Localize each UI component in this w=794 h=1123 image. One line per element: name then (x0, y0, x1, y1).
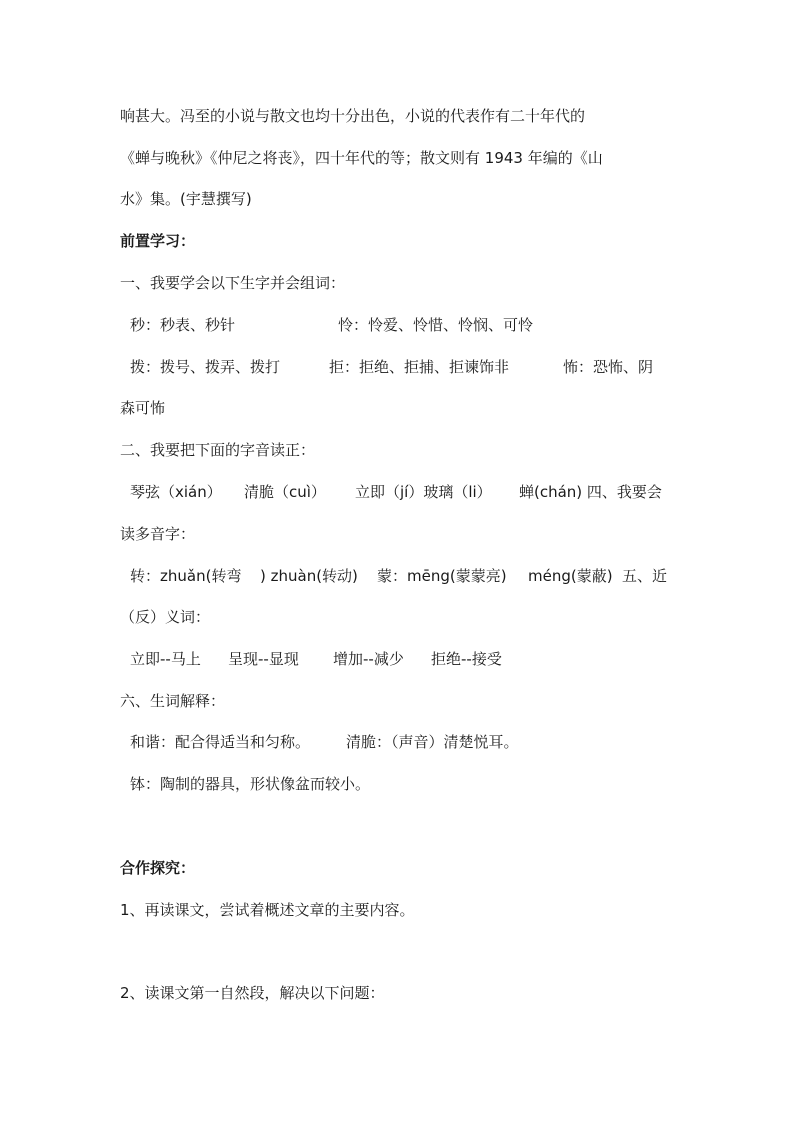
vocab-entry: 拨：拨号、拨弄、拨打 (130, 358, 281, 376)
section-heading-preview: 前置学习： (120, 232, 196, 250)
item-heading-definitions: 六、生词解释： (120, 692, 226, 710)
vocab-entry: 怖：恐怖、阴 (563, 358, 654, 376)
paragraph-line: 水》集。(宇慧撰写) (120, 190, 252, 208)
item-heading-pronunciation: 二、我要把下面的字音读正： (120, 441, 316, 459)
vocab-entry: 秒：秒表、秒针 (130, 316, 236, 334)
definition-entry: 钵：陶制的器具，形状像盆而较小。 (130, 775, 371, 793)
synonym-pair: 立即--马上 (130, 650, 201, 668)
pronunciation-entry: 立即（jí）玻璃（li） (355, 483, 492, 501)
vocab-entry: 拒：拒绝、拒捕、拒谏饰非 (329, 358, 510, 376)
question-item: 1、再读课文，尝试着概述文章的主要内容。 (120, 901, 415, 919)
paragraph-line: 《蝉与晚秋》《仲尼之将丧》，四十年代的等；散文则有 1943 年编的《山 (120, 149, 603, 167)
polyphone-entry: 蒙：mēng(蒙蒙亮) (377, 567, 507, 585)
vocab-entry-continued: 森可怖 (120, 399, 166, 417)
item-heading-synonyms-continued: （反）义词： (120, 608, 211, 626)
pronunciation-entry: 琴弦（xián） (130, 483, 222, 501)
pronunciation-entry: 清脆（cuì） (244, 483, 326, 501)
synonym-pair: 呈现--显现 (228, 650, 299, 668)
definition-entry: 和谐：配合得适当和匀称。 (130, 733, 311, 751)
polyphone-entry: 转：zhuǎn(转弯 (130, 567, 242, 585)
polyphone-entry: ) zhuàn(转动) (260, 567, 358, 585)
item-heading-synonyms: 五、近 (622, 567, 668, 585)
paragraph-line: 响甚大。冯至的小说与散文也均十分出色，小说的代表作有二十年代的 (120, 107, 586, 125)
section-heading-cooperative: 合作探究： (120, 859, 196, 877)
item-heading-vocabulary: 一、我要学会以下生字并会组词： (120, 274, 346, 292)
synonym-pair: 增加--减少 (333, 650, 404, 668)
synonym-pair: 拒绝--接受 (431, 650, 502, 668)
polyphone-entry: méng(蒙蔽) (528, 567, 613, 585)
definition-entry: 清脆：（声音）清楚悦耳。 (346, 733, 519, 751)
question-item: 2、读课文第一自然段，解决以下问题： (120, 984, 385, 1002)
vocab-entry: 怜：怜爱、怜惜、怜悯、可怜 (338, 316, 534, 334)
item-heading-polyphones: 读多音字： (120, 525, 196, 543)
pronunciation-entry: 蝉(chán) 四、我要会 (519, 483, 662, 501)
